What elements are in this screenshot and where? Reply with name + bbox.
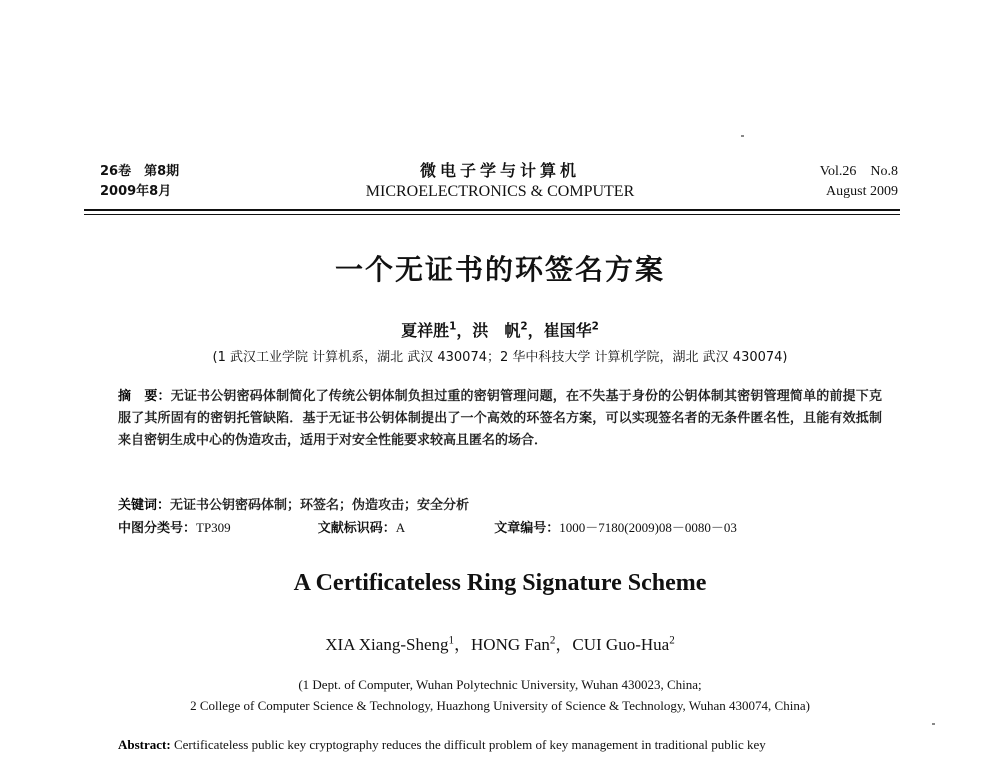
volume-number: Vol.26 No.8 — [819, 164, 898, 179]
doc-code-label: 文献标识码： — [317, 521, 396, 536]
author-1-en-affil: 1 — [448, 634, 455, 647]
header-right — [820, 162, 898, 202]
header-rule-thin — [84, 214, 900, 215]
keywords-cn-label: 关键词： — [118, 498, 171, 513]
journal-masthead — [300, 160, 700, 202]
author-2-en: HONG Fan — [471, 635, 550, 654]
author-3-en: CUI Guo-Hua — [572, 635, 670, 654]
paper-title-en: A Certificateless Ring Signature Scheme — [293, 570, 707, 596]
author-separator: ， — [456, 321, 473, 340]
abstract-en-label: Abstract: — [118, 737, 171, 752]
clc-value: TP309 — [196, 520, 231, 535]
author-1: 夏祥胜 — [401, 321, 450, 340]
authors-en — [0, 630, 1000, 655]
journal-name-en: MICROELECTRONICS & COMPUTER — [365, 183, 635, 200]
author-2: 洪 帆 — [472, 321, 521, 340]
abstract-en-text: Certificateless public key cryptography reduces the difficult problem of key management in traditional public key — [173, 737, 766, 752]
abstract-cn — [118, 386, 882, 452]
paper-title-cn: 一个无证书的环签名方案 — [334, 253, 665, 286]
scan-speck — [932, 723, 935, 725]
header-rule-thick — [84, 209, 900, 211]
abstract-cn-label: 摘 要： — [118, 389, 171, 404]
author-2-affil: 2 — [520, 320, 528, 333]
classification-line — [118, 517, 737, 536]
keywords-cn — [118, 494, 469, 513]
keywords-cn-text: 无证书公钥密码体制；环签名；伪造攻击；安全分析 — [170, 498, 470, 513]
abstract-en — [118, 737, 766, 753]
journal-name-cn: 微电子学与计算机 — [419, 161, 580, 180]
author-1-affil: 1 — [449, 320, 457, 333]
author-3-affil: 2 — [591, 320, 599, 333]
abstract-cn-text: 无证书公钥密码体制简化了传统公钥体制负担过重的密钥管理问题，在不失基于身份的公钥体制其密钥管理简单的前提下克服了其所固有的密钥托管缺陷．基于无证书公钥体制提出了一个高效的环签名方案，可以实现签名者的无条件匿名性，且能有效抵制来自密钥生成中心的伪造攻击，适用于对安全性能要求较高且匿名的场合． — [118, 389, 882, 448]
authors-cn — [0, 318, 1000, 341]
issue-date: 2009年8月 — [100, 184, 172, 199]
author-3: 崔国华 — [543, 321, 592, 340]
author-3-en-affil: 2 — [669, 634, 675, 647]
affiliation-en-line1: (1 Dept. of Computer, Wuhan Polytechnic University, Wuhan 430023, China; — [298, 677, 702, 692]
author-2-en-affil: 2 — [549, 634, 556, 647]
article-no-label: 文章编号： — [494, 521, 560, 536]
author-separator: ， — [527, 321, 544, 340]
author-1-en: XIA Xiang-Sheng — [325, 635, 449, 654]
issue-date-en: August 2009 — [826, 184, 898, 199]
scan-speck — [741, 135, 744, 137]
clc-label: 中图分类号： — [118, 521, 197, 536]
author-separator: ， — [454, 635, 472, 654]
header-left — [100, 162, 179, 202]
affiliation-en-line2: 2 College of Computer Science & Technology, Huazhong University of Science & Technology, Wuhan 430074, China) — [190, 698, 810, 713]
article-no-value: 1000－7180(2009)08－0080－03 — [559, 520, 737, 535]
affiliation-cn: (1 武汉工业学院 计算机系，湖北 武汉 430074；2 华中科技大学 计算机学院，湖北 武汉 430074) — [212, 350, 788, 365]
volume-issue: 26卷 第8期 — [100, 164, 180, 179]
author-separator: ， — [555, 635, 573, 654]
doc-code-value: A — [395, 520, 406, 535]
